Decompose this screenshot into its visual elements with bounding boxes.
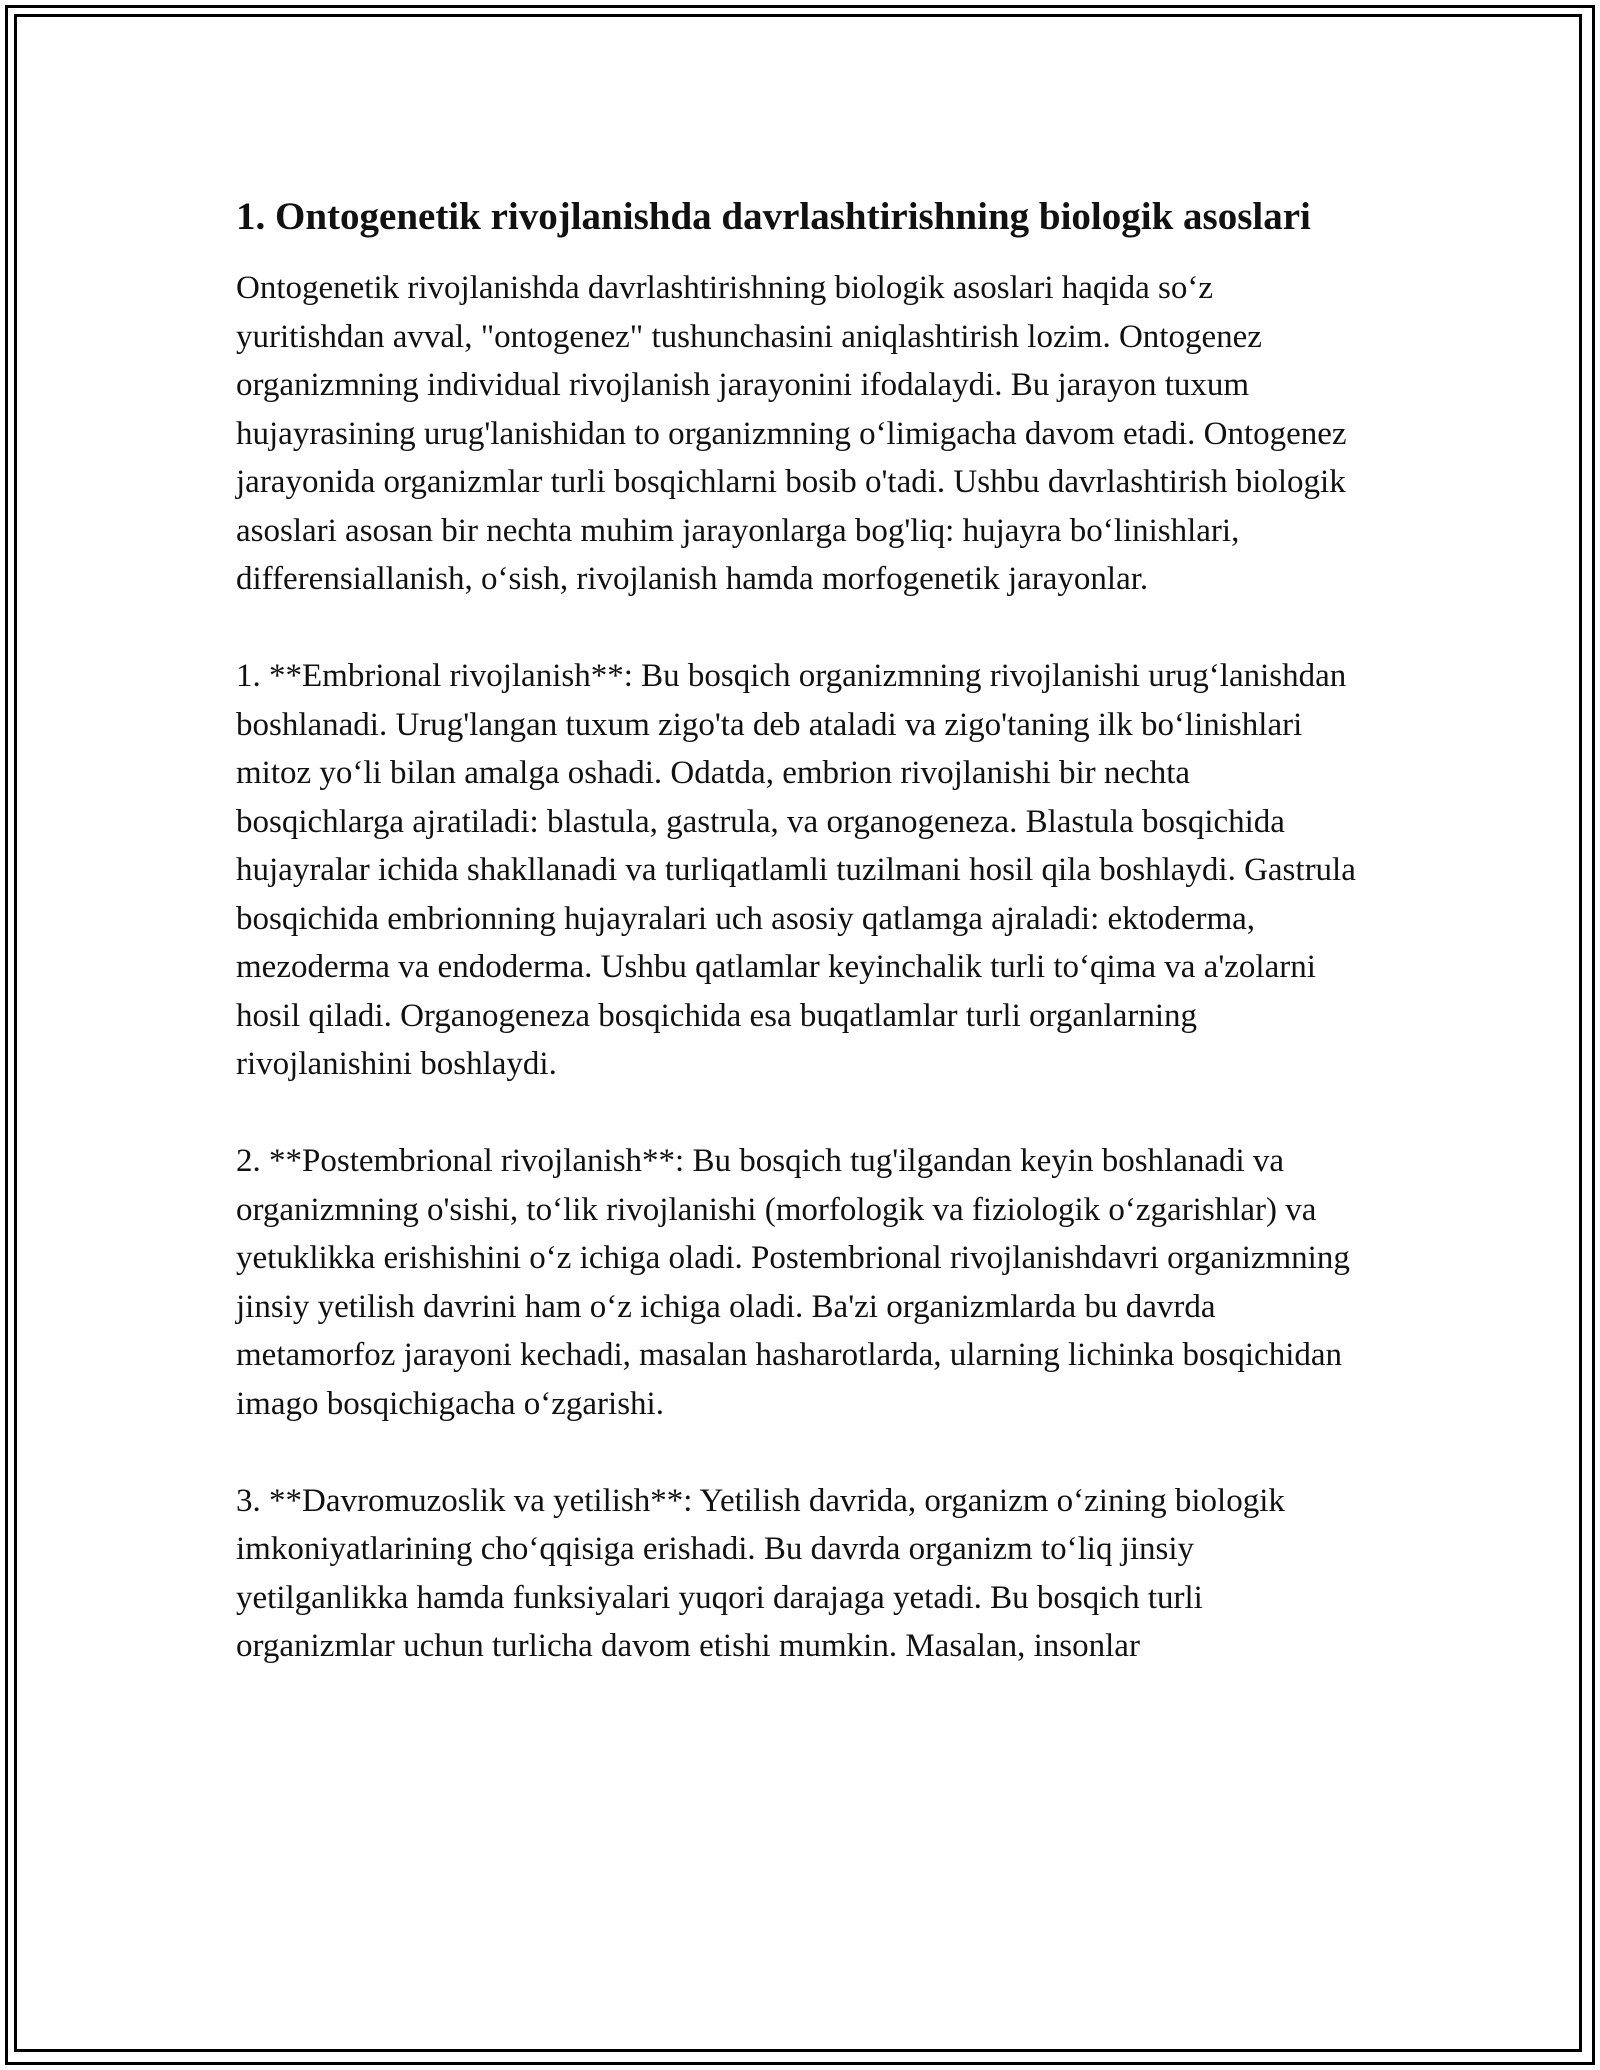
document-body [236,190,1366,1719]
intro-paragraph: Ontogenetik rivojlanishda davrlashtirishning biologik asoslari haqida so‘z yuritishdan avval, "ontogenez" tushunchasini aniqlashtirish lozim. Ontogenez organizmning individual rivojlanish jarayonini ifodalaydi. Bu jarayon tuxum hujayrasining urug'lanishidan to organizmning o‘limigacha davom etadi. Ontogenez jarayonida organizmlar turli bosqichlarni bosib o'tadi. Ushbu davrlashtirish biologik asoslari asosan bir nechta muhim jarayonlarga bog'liq: hujayra bo‘linishlari, differensiallanish, o‘sish, rivojlanish hamda morfogenetik jarayonlar. [236,270,1347,597]
embryonic-development-paragraph: 1. **Embrional rivojlanish**: Bu bosqich organizmning rivojlanishi urug‘lanishdan boshlanadi. Urug'langan tuxum zigo'ta deb ataladi va zigo'taning ilk bo‘linishlari mitoz yo‘li bilan amalga oshadi. Odatda, embrion rivojlanishi bir nechta bosqichlarga ajratiladi: blastula, gastrula, va organogeneza. Blastula bosqichida hujayralar ichida shakllanadi va turliqatlamli tuzilmani hosil qila boshlaydi. Gastrula bosqichida embrionning hujayralari uch asosiy qatlamga ajraladi: ektoderma, mezoderma va endoderma. Ushbu qatlamlar keyinchalik turli to‘qima va a'zolarni hosil qiladi. Organogeneza bosqichida esa buqatlamlar turli organlarning rivojlanishini boshlaydi. [236,658,1356,1082]
section-heading: 1. Ontogenetik rivojlanishda davrlashtirishning biologik asoslari [236,195,1311,238]
maturation-paragraph: 3. **Davromuzoslik va yetilish**: Yetilish davrida, organizm o‘zining biologik imkoniyatlarining cho‘qqisiga erishadi. Bu davrda organizm to‘liq jinsiy yetilganlikka hamda funksiyalari yuqori darajaga yetadi. Bu bosqich turli organizmlar uchun turlicha davom etishi mumkin. Masalan, insonlar [236,1482,1285,1664]
postembryonic-development-paragraph: 2. **Postembrional rivojlanish**: Bu bosqich tug'ilgandan keyin boshlanadi va organizmning o'sishi, to‘lik rivojlanishi (morfologik va fiziologik o‘zgarishlar) va yetuklikka erishishini o‘z ichiga oladi. Postembrional rivojlanishdavri organizmning jinsiy yetilish davrini ham o‘z ichiga oladi. Ba'zi organizmlarda bu davrda metamorfoz jarayoni kechadi, masalan hasharotlarda, ularning lichinka bosqichidan imago bosqichigacha o‘zgarishi. [236,1143,1350,1422]
